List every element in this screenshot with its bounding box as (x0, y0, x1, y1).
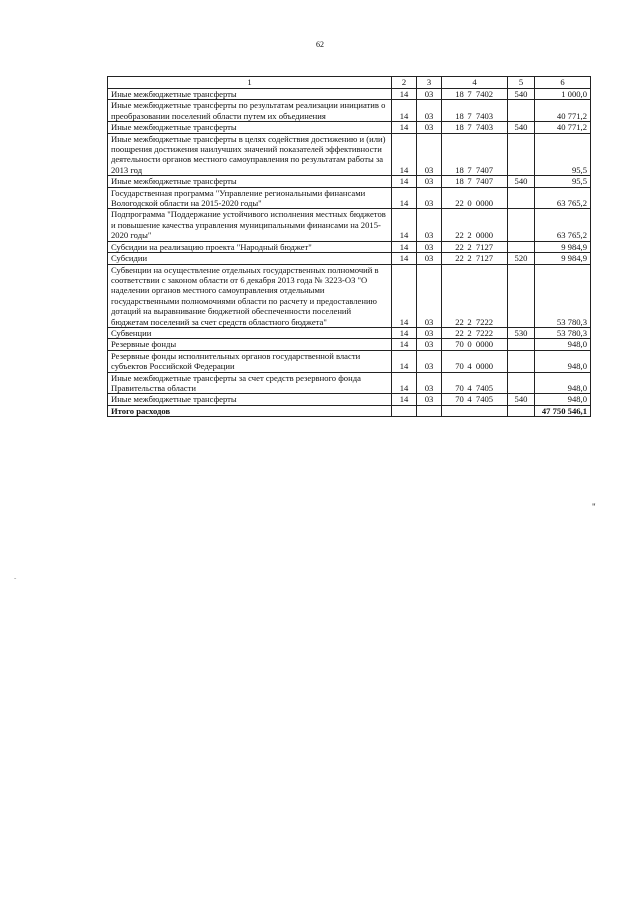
row-section: 14 (392, 176, 417, 187)
row-name: Иные межбюджетные трансферты в целях содействия достижению и (или) поощрения достижения наилучших значений показателей эффективности деятельности органов местного самоуправления по результатам работы за 2013 год (108, 133, 392, 176)
table-header-row (108, 77, 591, 89)
target-article-part: 2 (467, 230, 472, 241)
row-name: Иные межбюджетные трансферты за счет средств резервного фонда Правительства области (108, 372, 392, 394)
row-target-article (442, 100, 508, 122)
target-article-part: 0000 (475, 339, 494, 350)
table-row (108, 253, 591, 264)
row-amount: 948,0 (535, 339, 591, 350)
row-amount: 53 780,3 (535, 264, 591, 327)
target-article-part: 22 (455, 198, 464, 209)
row-target-article (442, 209, 508, 241)
row-target-article (442, 339, 508, 350)
target-article-part: 2 (467, 316, 472, 327)
row-subsection: 03 (417, 89, 442, 100)
target-article-part: 2 (467, 241, 472, 252)
target-article-part: 70 (455, 361, 464, 372)
target-article-part: 7 (467, 110, 472, 121)
row-name: Иные межбюджетные трансферты (108, 122, 392, 133)
target-article-part: 7222 (475, 327, 494, 338)
target-article-part: 22 (455, 253, 464, 264)
row-subsection: 03 (417, 187, 442, 209)
target-article-part: 7403 (475, 122, 494, 133)
row-name: Иные межбюджетные трансферты (108, 89, 392, 100)
row-expense-type: 540 (508, 176, 535, 187)
row-amount: 63 765,2 (535, 187, 591, 209)
row-section: 14 (392, 394, 417, 405)
row-target-article (442, 394, 508, 405)
row-name: Иные межбюджетные трансферты (108, 176, 392, 187)
target-article-part: 18 (455, 110, 464, 121)
row-expense-type (508, 264, 535, 327)
total-amount: 47 750 546,1 (535, 405, 591, 416)
column-header-amount: 6 (535, 77, 591, 89)
target-article-part: 70 (455, 382, 464, 393)
total-empty-cell (417, 405, 442, 416)
table-row (108, 372, 591, 394)
row-expense-type: 530 (508, 327, 535, 338)
row-subsection: 03 (417, 241, 442, 252)
row-name: Субсидии на реализацию проекта "Народный бюджет" (108, 241, 392, 252)
target-article-part: 7127 (475, 253, 494, 264)
row-subsection: 03 (417, 264, 442, 327)
row-section: 14 (392, 89, 417, 100)
target-article-part: 0 (467, 339, 472, 350)
row-section: 14 (392, 209, 417, 241)
row-amount: 948,0 (535, 350, 591, 372)
row-subsection: 03 (417, 209, 442, 241)
row-section: 14 (392, 350, 417, 372)
target-article-part: 4 (467, 394, 472, 405)
target-article-part: 22 (455, 316, 464, 327)
row-target-article (442, 372, 508, 394)
table-row (108, 187, 591, 209)
row-section: 14 (392, 372, 417, 394)
row-name: Иные межбюджетные трансферты по результатам реализации инициатив о преобразовании поселений области путем их объединения (108, 100, 392, 122)
row-expense-type (508, 133, 535, 176)
table-row (108, 89, 591, 100)
row-amount: 95,5 (535, 133, 591, 176)
row-section: 14 (392, 133, 417, 176)
row-section: 14 (392, 100, 417, 122)
target-article-part: 7407 (475, 164, 494, 175)
column-header-subsection: 3 (417, 77, 442, 89)
target-article-part: 70 (455, 394, 464, 405)
target-article-part: 70 (455, 339, 464, 350)
row-target-article (442, 241, 508, 252)
row-amount: 1 000,0 (535, 89, 591, 100)
row-section: 14 (392, 339, 417, 350)
closing-quote-mark: " (592, 502, 596, 512)
target-article-part: 4 (467, 361, 472, 372)
target-article-part: 0000 (475, 198, 494, 209)
table-row (108, 264, 591, 327)
row-target-article (442, 133, 508, 176)
target-article-part: 22 (455, 327, 464, 338)
column-header-section: 2 (392, 77, 417, 89)
row-name: Субвенции (108, 327, 392, 338)
column-header-expense-type: 5 (508, 77, 535, 89)
target-article-part: 7 (467, 122, 472, 133)
total-empty-cell (508, 405, 535, 416)
target-article-part: 7403 (475, 110, 494, 121)
row-expense-type: 540 (508, 394, 535, 405)
row-target-article (442, 327, 508, 338)
page-number: 62 (316, 40, 324, 49)
row-expense-type: 540 (508, 122, 535, 133)
target-article-part: 0000 (475, 361, 494, 372)
row-section: 14 (392, 241, 417, 252)
row-expense-type (508, 209, 535, 241)
target-article-part: 18 (455, 122, 464, 133)
row-expense-type (508, 372, 535, 394)
total-empty-cell (442, 405, 508, 416)
row-name: Резервные фонды (108, 339, 392, 350)
table-row (108, 209, 591, 241)
row-subsection: 03 (417, 372, 442, 394)
row-section: 14 (392, 122, 417, 133)
row-subsection: 03 (417, 122, 442, 133)
row-name: Субвенции на осуществление отдельных государственных полномочий в соответствии с законом области от 6 декабря 2013 года № 3223-ОЗ "О наделении органов местного самоуправления отдельными государственными полномочиями области по расчету и предоставлению дотаций на выравнивание бюджетной обеспеченности поселений бюджетам поселений за счет средств областного бюджета" (108, 264, 392, 327)
row-name: Подпрограмма "Поддержание устойчивого исполнения местных бюджетов и повышение качества управления муниципальными финансами на 2015-2020 годы" (108, 209, 392, 241)
row-subsection: 03 (417, 176, 442, 187)
row-section: 14 (392, 264, 417, 327)
total-empty-cell (392, 405, 417, 416)
table-row (108, 241, 591, 252)
row-amount: 9 984,9 (535, 253, 591, 264)
column-header-target-article: 4 (442, 77, 508, 89)
row-name: Резервные фонды исполнительных органов государственной власти субъектов Российской Федерации (108, 350, 392, 372)
target-article-part: 7 (467, 89, 472, 99)
row-amount: 63 765,2 (535, 209, 591, 241)
row-amount: 53 780,3 (535, 327, 591, 338)
target-article-part: 7407 (475, 176, 494, 187)
table-row (108, 339, 591, 350)
row-amount: 40 771,2 (535, 100, 591, 122)
row-section: 14 (392, 187, 417, 209)
row-target-article (442, 350, 508, 372)
table-row (108, 350, 591, 372)
target-article-part: 2 (467, 253, 472, 264)
target-article-part: 0 (467, 198, 472, 209)
row-subsection: 03 (417, 133, 442, 176)
margin-mark: - (14, 574, 17, 582)
total-label: Итого расходов (108, 405, 392, 416)
table-row (108, 100, 591, 122)
target-article-part: 7 (467, 176, 472, 187)
target-article-part: 18 (455, 164, 464, 175)
row-expense-type: 540 (508, 89, 535, 100)
target-article-part: 7405 (475, 394, 494, 405)
budget-expenditure-table (107, 76, 591, 417)
row-section: 14 (392, 327, 417, 338)
target-article-part: 7127 (475, 241, 494, 252)
row-subsection: 03 (417, 100, 442, 122)
row-expense-type (508, 339, 535, 350)
row-target-article (442, 122, 508, 133)
target-article-part: 22 (455, 241, 464, 252)
row-expense-type: 520 (508, 253, 535, 264)
table-row (108, 394, 591, 405)
row-subsection: 03 (417, 339, 442, 350)
row-expense-type (508, 100, 535, 122)
row-expense-type (508, 350, 535, 372)
target-article-part: 7 (467, 164, 472, 175)
row-target-article (442, 187, 508, 209)
target-article-part: 7405 (475, 382, 494, 393)
row-target-article (442, 264, 508, 327)
row-subsection: 03 (417, 253, 442, 264)
target-article-part: 0000 (475, 230, 494, 241)
row-subsection: 03 (417, 327, 442, 338)
target-article-part: 22 (455, 230, 464, 241)
row-name: Субсидии (108, 253, 392, 264)
row-target-article (442, 253, 508, 264)
total-row (108, 405, 591, 416)
row-amount: 95,5 (535, 176, 591, 187)
target-article-part: 7402 (475, 89, 494, 99)
row-amount: 948,0 (535, 394, 591, 405)
row-amount: 948,0 (535, 372, 591, 394)
table-row (108, 176, 591, 187)
target-article-part: 18 (455, 176, 464, 187)
target-article-part: 2 (467, 327, 472, 338)
row-name: Государственная программа "Управление региональными финансами Вологодской области на 2015-2020 годы" (108, 187, 392, 209)
target-article-part: 18 (455, 89, 464, 99)
row-subsection: 03 (417, 394, 442, 405)
row-subsection: 03 (417, 350, 442, 372)
row-expense-type (508, 241, 535, 252)
row-target-article (442, 176, 508, 187)
row-amount: 40 771,2 (535, 122, 591, 133)
table-row (108, 327, 591, 338)
target-article-part: 4 (467, 382, 472, 393)
row-section: 14 (392, 253, 417, 264)
row-expense-type (508, 187, 535, 209)
table-row (108, 133, 591, 176)
target-article-part: 7222 (475, 316, 494, 327)
row-target-article (442, 89, 508, 100)
table-row (108, 122, 591, 133)
row-name: Иные межбюджетные трансферты (108, 394, 392, 405)
column-header-name: 1 (108, 77, 392, 89)
row-amount: 9 984,9 (535, 241, 591, 252)
